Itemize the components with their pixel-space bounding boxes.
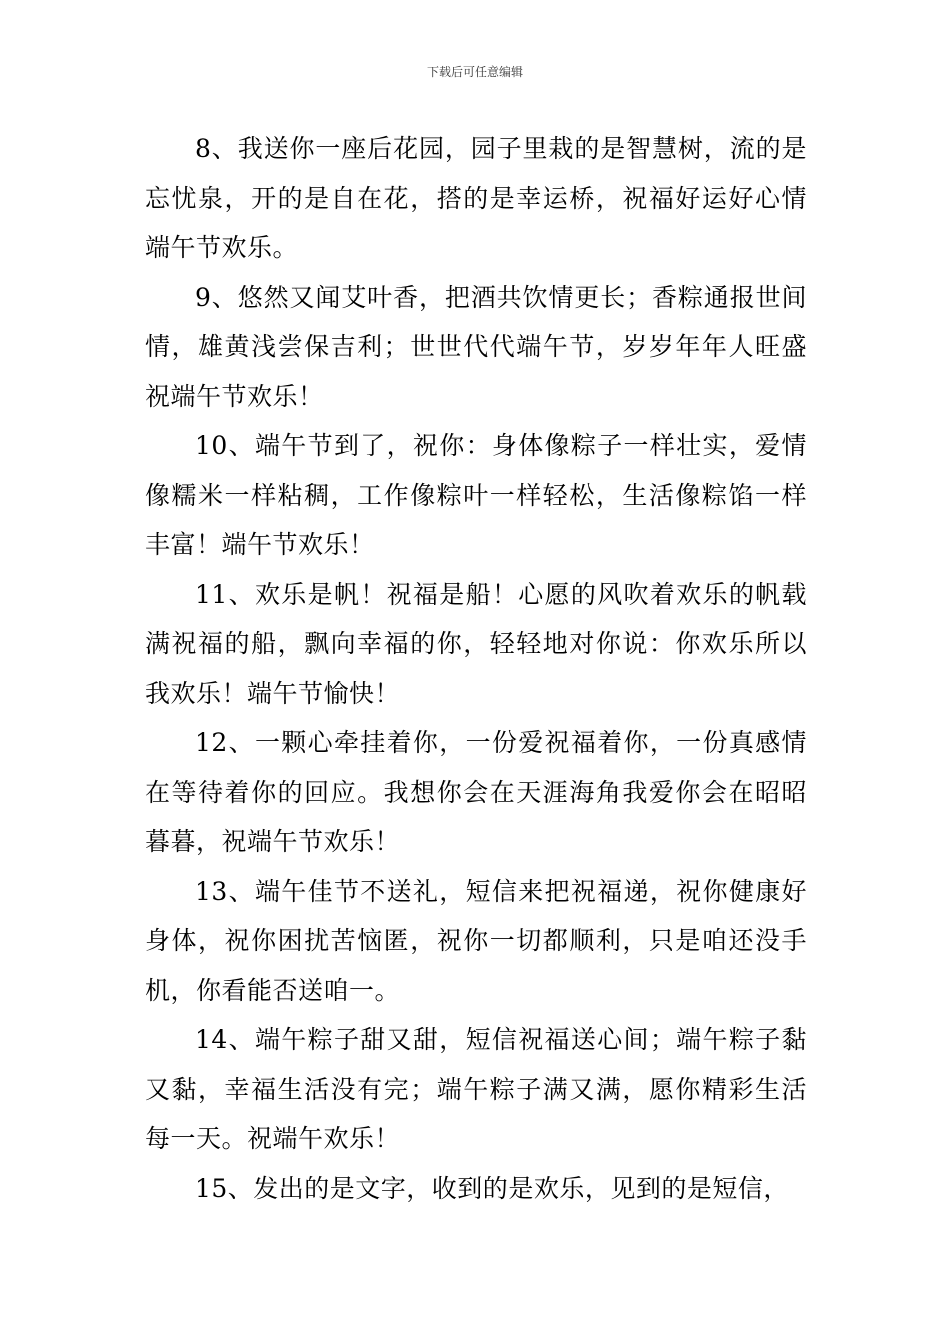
paragraph-12: 12、一颗心牵挂着你，一份爱祝福着你，一份真感情在等待着你的回应。我想你会在天涯海角我爱你会在昭昭暮暮，祝端午节欢乐！ [145, 728, 807, 856]
document-body [145, 124, 807, 1213]
paragraph-13: 13、端午佳节不送礼，短信来把祝福递，祝你健康好身体，祝你困扰苦恼匿，祝你一切都顺利，只是咱还没手机，你看能否送咱一。 [145, 876, 807, 1005]
paragraph-11: 11、欢乐是帆！祝福是船！心愿的风吹着欢乐的帆载满祝福的船，飘向幸福的你，轻轻地对你说：你欢乐所以我欢乐！端午节愉快！ [145, 579, 807, 708]
paragraph-14: 14、端午粽子甜又甜，短信祝福送心间；端午粽子黏又黏，幸福生活没有完；端午粽子满又满，愿你精彩生活每一天。祝端午欢乐！ [145, 1025, 807, 1153]
paragraph-15: 15、发出的是文字，收到的是欢乐，见到的是短信， [195, 1173, 789, 1203]
paragraph-9: 9、悠然又闻艾叶香，把酒共饮情更长；香粽通报世间情，雄黄浅尝保吉利；世世代代端午节，岁岁年年人旺盛祝端午节欢乐！ [145, 282, 807, 411]
page-header: 下载后可任意编辑 [426, 65, 523, 79]
paragraph-10: 10、端午节到了，祝你：身体像粽子一样壮实，爱情像糯米一样粘稠，工作像粽叶一样轻松，生活像粽馅一样丰富！端午节欢乐！ [145, 431, 807, 559]
paragraph-8: 8、我送你一座后花园，园子里栽的是智慧树，流的是忘忧泉，开的是自在花，搭的是幸运桥，祝福好运好心情端午节欢乐。 [145, 134, 807, 262]
